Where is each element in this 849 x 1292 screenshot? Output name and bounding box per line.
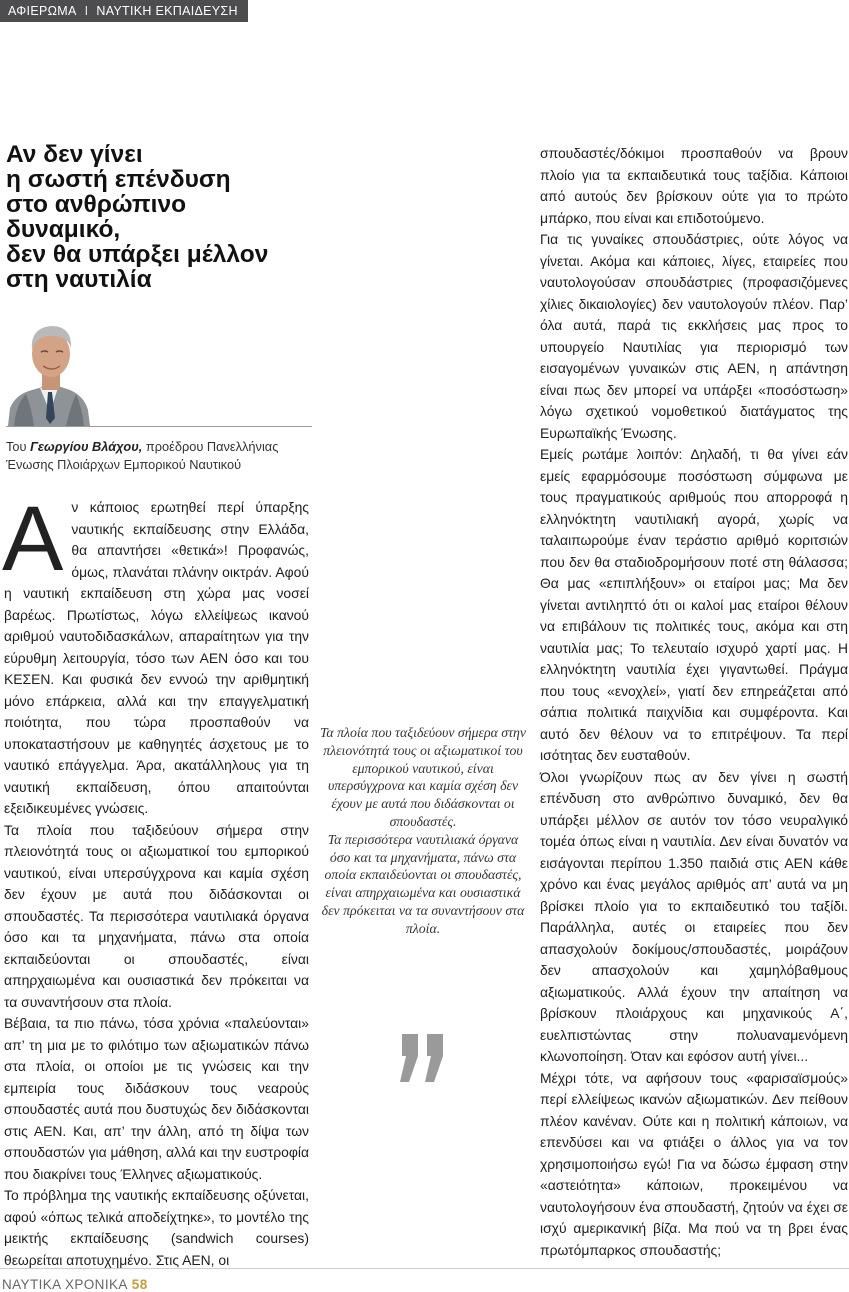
quote-mark-icon <box>398 1032 450 1084</box>
dropcap: Α <box>2 488 64 590</box>
footer-rule <box>0 1268 849 1269</box>
title-line: στο ανθρώπινο <box>6 191 187 218</box>
paragraph: Όλοι γνωρίζουν πως αν δεν γίνει η σωστή επένδυση στο ανθρώπινο δυναμικό, δεν θα υπάρξει μέλλον σε αυτόν τον τόσο νευραλγικό τομέα όπως είναι η ναυτιλία. Δεν είναι δυνατόν να εισάγονται περίπου 1.350 παιδιά στις ΑΕΝ κάθε χρόνο και ένας μεγάλος αριθμός απ’ αυτά να μη βρίσκει πλοίο για το εκπαιδευτικό του ταξίδι. Παράλληλα, αυτές οι εταιρείες που δεν απασχολούν δοκίμους/σπουδαστές, μοιράζουν δεν απασχολούν και χαμηλόβαθμους αξιωματικούς. Αλλά έχουν την απαίτηση να βρίσκουν πλοιάρχους και μηχανικούς Α΄, ευελπιστώντας στην πολυαναμενόμενη κλωνοποίηση. Όταν και εφόσον αυτή γίνει... <box>540 768 848 1064</box>
section-separator: I <box>84 4 89 18</box>
pull-quote-text: Τα περισσότερα ναυτιλιακά όργανα όσο και τα μηχανήματα, πάνω στα οποία εκπαιδεύονται οι σπουδαστές, είναι απηρχαιωμένα και ουσιαστικά δεν πρόκειται να τα συναντήσουν στα πλοία. <box>321 831 525 936</box>
article-title <box>6 142 326 292</box>
byline-prefix: Του <box>6 439 27 454</box>
paragraph: Τα πλοία που ταξιδεύουν σήμερα στην πλειονότητά τους οι αξιωματικοί του εμπορικού ναυτικού, είναι υπερσύγχρονα και καμία σχέση δεν έχουν με αυτά που διδάσκονται οι σπουδαστές. Τα περισσότερα ναυτιλιακά όργανα όσο και τα μηχανήματα, πάνω στα οποία εκπαιδεύονται οι σπουδαστές, είναι απηρχαιωμένα και ουσιαστικά δεν πρόκειται να τα συναντήσουν στα πλοία. <box>4 821 309 1010</box>
pull-quote-text: Τα πλοία που ταξιδεύουν σήμερα στην πλειονότητά τους οι αξιωματικοί του εμπορικού ναυτικού, είναι υπερσύγχρονα και καμία σχέση δεν έχουν με αυτά που διδάσκονται οι σπουδαστές. <box>320 725 526 829</box>
paragraph-text: ν κάποιος ερωτηθεί περί ύπαρξης ναυτικής εκπαίδευσης στην Ελλάδα, θα απαντήσει «θετικά»! Προφανώς, όμως, πλανάται πλάνην οικτράν. Αφού η ναυτική εκπαίδευση στη χώρα μας νοσεί βαρέως. Πρωτίστως, λόγω ελλείψεως ικανού αριθμού ναυτοδιδασκάλων, απαραίτητων για την εύρυθμη λειτουργία, τόσο των ΑΕΝ όσο και του ΚΕΣΕΝ. Και φυσικά δεν εννοώ την αριθμητική μόνο επάρκεια, αλλά και την επαγγελματική ποιότητα, που τώρα προσπαθούν να υποκαταστήσουν με καθηγητές άσχετους με το ναυτικό επάγγελμα. Άρα, ακατάλληλους για τη ναυτική εκπαίδευση, όπου απαιτούνται εξειδικευμένες γνώσεις. <box>4 499 309 816</box>
author-byline <box>6 438 312 474</box>
paragraph: Για τις γυναίκες σπουδάστριες, ούτε λόγος να γίνεται. Ακόμα και κάποιες, λίγες, εταιρείες που ναυτολογούσαν σπουδάστριες (προφασιζόμενες χίλιες δικαιολογίες) δεν ναυτολογούν πλέον. Παρ’ όλα αυτά, παρά τις εκκλήσεις μας προς το υπουργείο Ναυτιλίας για περιορισμό των εισαγομένων γυναικών στις ΑΕΝ, η απάντηση είναι πως δεν μπορεί να υπάρξει «ποσόστωση» λόγω σχετικού νομοθετικού διατάγματος της Ευρωπαϊκής Ένωσης. <box>540 231 848 441</box>
title-line: η σωστή επένδυση <box>6 166 231 193</box>
title-line: Αν δεν γίνει <box>6 141 143 168</box>
title-line: στη ναυτιλία <box>6 266 152 293</box>
pull-quote <box>320 724 526 938</box>
paragraph: Εμείς ρωτάμε λοιπόν: Δηλαδή, τι θα γίνει εάν εμείς εφαρμόσουμε ποσόστωση σύμφωνα με τους πραγματικούς αριθμούς που απορροφά η ελληνόκτητη ναυτιλιακή αγορά, χωρίς να ταλαιπωρούμε έναν τεράστιο αριθμό κοριτσιών που δεν θα σταδιοδρομήσουν ποτέ στη θάλασσα; Θα μας «επιπλήξουν» οι εταίροι μας; Μα δεν γίνεται αντιληπτό ότι οι καλοί μας εταίροι θέλουν να επιβάλουν τις πολιτικές τους, ακόμα και στη ναυτιλία μας; Το τελευταίο ισχυρό χαρτί μας. Η ελληνόκτητη ναυτιλία έχει γιγαντωθεί. Πράγμα που τους «ενοχλεί», γιατί δεν επηρεάζεται από σάπια πολιτικά παιχνίδια και συμφέροντα. Και αυτό δεν θέλουν να το επιτρέψουν. Τα περί ισότητας δεν ευσταθούν. <box>540 446 848 763</box>
title-line: δεν θα υπάρξει μέλλον <box>6 241 269 268</box>
section-tag <box>0 0 248 22</box>
author-photo <box>6 314 92 426</box>
paragraph: σπουδαστές/δόκιμοι προσπαθούν να βρουν πλοίο για τα εκπαιδευτικά τους ταξίδια. Κάποιοι από αυτούς δεν βρίσκουν ούτε για το πρώτο μπάρκο, που είναι και επιδοτούμενο. <box>540 145 848 226</box>
paragraph <box>2 488 309 820</box>
page-footer <box>2 1277 148 1292</box>
magazine-name: ΝΑΥΤΙΚΑ ΧΡΟΝΙΚΑ <box>2 1277 128 1292</box>
title-line: δυναμικό, <box>6 216 121 243</box>
section-label: ΑΦΙΕΡΩΜΑ <box>8 4 77 18</box>
paragraph: Το πρόβλημα της ναυτικής εκπαίδευσης οξύνεται, αφού «όπως τελικά αποδείχτηκε», το μοντέλο της μεικτής εκπαίδευσης (sandwich courses) θεωρείται αποτυχημένο. Στις ΑΕΝ, οι <box>4 1187 309 1268</box>
paragraph: Βέβαια, τα πιο πάνω, τόσα χρόνια «παλεύονται» απ’ τη μια με το φιλότιμο των αξιωματικών πάνω στα πλοία, οι οποίοι με τις γνώσεις και την εμπειρία τους διδάσκουν τους νεαρούς σπουδαστές αυτά που δυστυχώς δεν διδάσκονται στις ΑΕΝ. Και, απ’ την άλλη, από τη δίψα των σπουδαστών για μάθηση, αλλά και την ευστροφία που διακρίνει τους Έλληνες αξιωματικούς. <box>4 1015 309 1182</box>
article-column-1 <box>2 488 309 1271</box>
byline-rule <box>6 426 312 427</box>
quote-mark-glyph: ” <box>398 1032 399 1033</box>
article-column-3 <box>540 143 848 1261</box>
paragraph: Μέχρι τότε, να αφήσουν τους «φαρισαϊσμούς» περί ελλείψεως ικανών αξιωματικών. Δεν πείθουν πλέον κανέναν. Ούτε και η πολιτική κάποιων, να επενδύσει και να φτιάξει ο άλλος για να τον χρησιμοποιήσω εγώ! Για να δώσω έμφαση στην «αστειότητα» κάποιων, προκειμένου να ναυτολογήσουν ένα σπουδαστή, ζητούν να έχει σε ισχύ αμερικανική βίζα. Μα πού να τη βρει ένας πρωτόμπαρκος σπουδαστής; <box>540 1069 848 1258</box>
author-name: Γεωργίου Βλάχου, <box>30 439 143 454</box>
topic-label: ΝΑΥΤΙΚΗ ΕΚΠΑΙΔΕΥΣΗ <box>96 4 238 18</box>
author-role: προέδρου Πανελλήνιας Ένωσης Πλοιάρχων Εμπορικού Ναυτικού <box>6 439 279 472</box>
page-number: 58 <box>131 1277 148 1292</box>
